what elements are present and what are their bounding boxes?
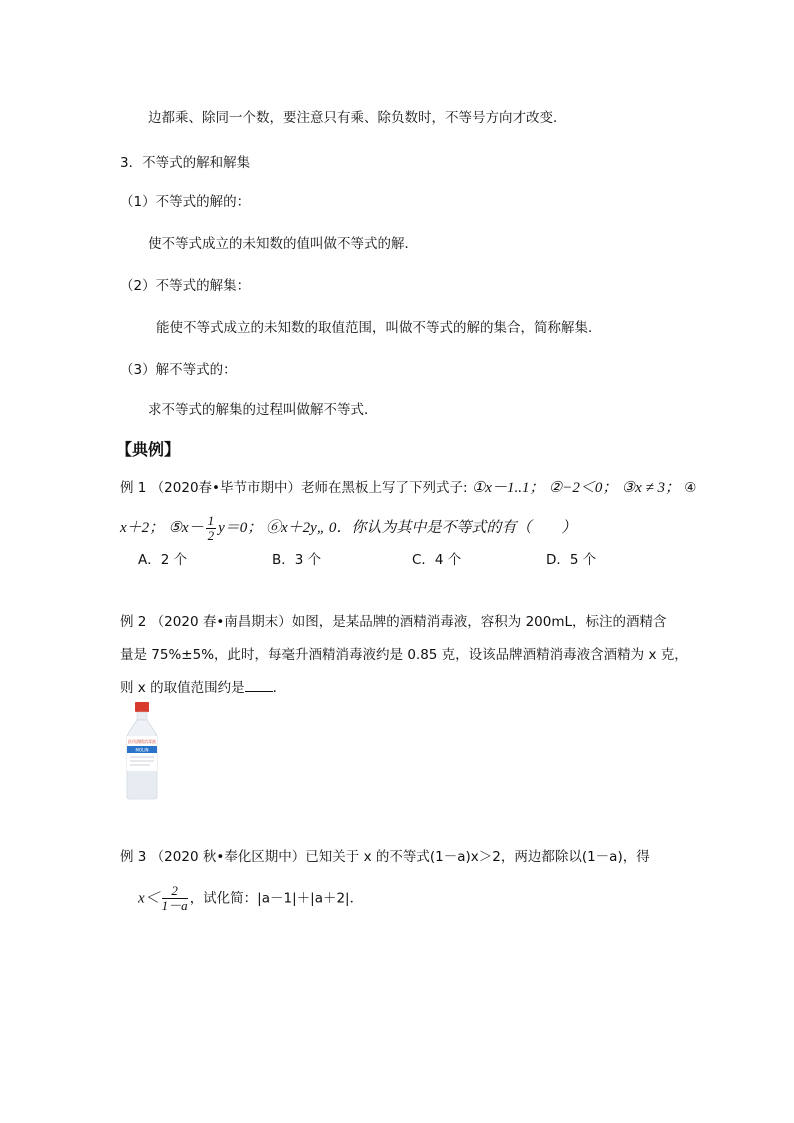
section3-sub1-title: （1）不等式的解的： [120,194,251,210]
example2-line3-end: ． [272,680,287,696]
example1-fraction-num: 1 [207,513,215,528]
example1-fraction-den: 2 [207,528,215,543]
example3-fraction [162,884,188,913]
example3-line1: 例 3 （2020 秋•奉化区期中）已知关于 x 的不等式(1－a)x＞2，两边都除以(1－a)，得 [120,849,650,865]
section3-sub1-body: 使不等式成立的未知数的值叫做不等式的解． [148,236,418,252]
example2-line3-text: 则 x 的取值范围约是 [120,680,245,696]
bottle-cap [135,702,149,712]
example1-item2: ②−2＜0； [548,480,618,496]
example1-item3: ③x ≠ 3； [621,480,680,496]
bottle-label-bottom [127,753,157,771]
example3-ineq-a: x＜ [138,890,160,907]
example3-line2 [138,884,363,913]
example1-item4-cont: x＋2； [120,519,165,536]
section3-sub2-body: 能使不等式成立的未知数的取值范围，叫做不等式的解的集合，简称解集． [156,320,602,336]
bottle-neck [137,712,147,720]
example1-option-c[interactable]: C．4 个 [412,552,462,568]
example3-fraction-den: 1－a [161,898,188,913]
example1-line2 [120,514,576,543]
examples-heading: 【典例】 [116,440,181,459]
bottle-brand-text: MOLIN [135,747,149,753]
example1-item1: ①x－1..1； [471,480,545,496]
bottle-liquid [128,771,156,798]
alcohol-bottle-image [122,702,162,800]
example2-line1: 例 2 （2020 春•南昌期末）如图，是某品牌的酒精消毒液，容积为 200mL，标注的酒精含 [120,614,667,630]
example1-item5 [168,513,266,543]
example1-item5-b: y＝0； [218,519,263,536]
bottle-label-text: 医用酒精消毒液 [128,739,156,744]
intro-line: 边都乘、除同一个数，要注意只有乘、除负数时，不等号方向才改变． [148,110,567,126]
example1-option-d[interactable]: D．5 个 [546,552,597,568]
example1-item5-a: ⑤x－ [168,519,204,536]
section3-sub3-body: 求不等式的解集的过程叫做解不等式． [148,402,378,418]
section3-sub2-title: （2）不等式的解集： [120,278,251,294]
example1-fraction [206,514,217,543]
example3-ineq-b: ，试化简：|a－1|＋|a＋2|． [189,890,364,907]
section3-sub3-title: （3）解不等式的： [120,362,237,378]
example3-fraction-num: 2 [162,884,188,899]
example2-line2: 量是 75%±5%，此时，每毫升酒精消毒液约是 0.85 克，设该品牌酒精消毒液含酒精为 x 克， [120,647,688,663]
example1-option-a[interactable]: A．2 个 [138,552,188,568]
answer-blank[interactable] [245,677,273,692]
example1-option-b[interactable]: B．3 个 [272,552,322,568]
example2-line3 [120,677,286,698]
example1-prefix: 例 1 （2020春•毕节市期中）老师在黑板上写了下列式子: [120,480,468,496]
example1-item4: ④ [684,480,697,496]
example1-item6: ⑥x＋2y„ 0．你认为其中是不等式的有（ ） [266,519,577,536]
section3-title: 3．不等式的解和解集 [120,155,251,171]
example1-line1 [120,478,696,498]
